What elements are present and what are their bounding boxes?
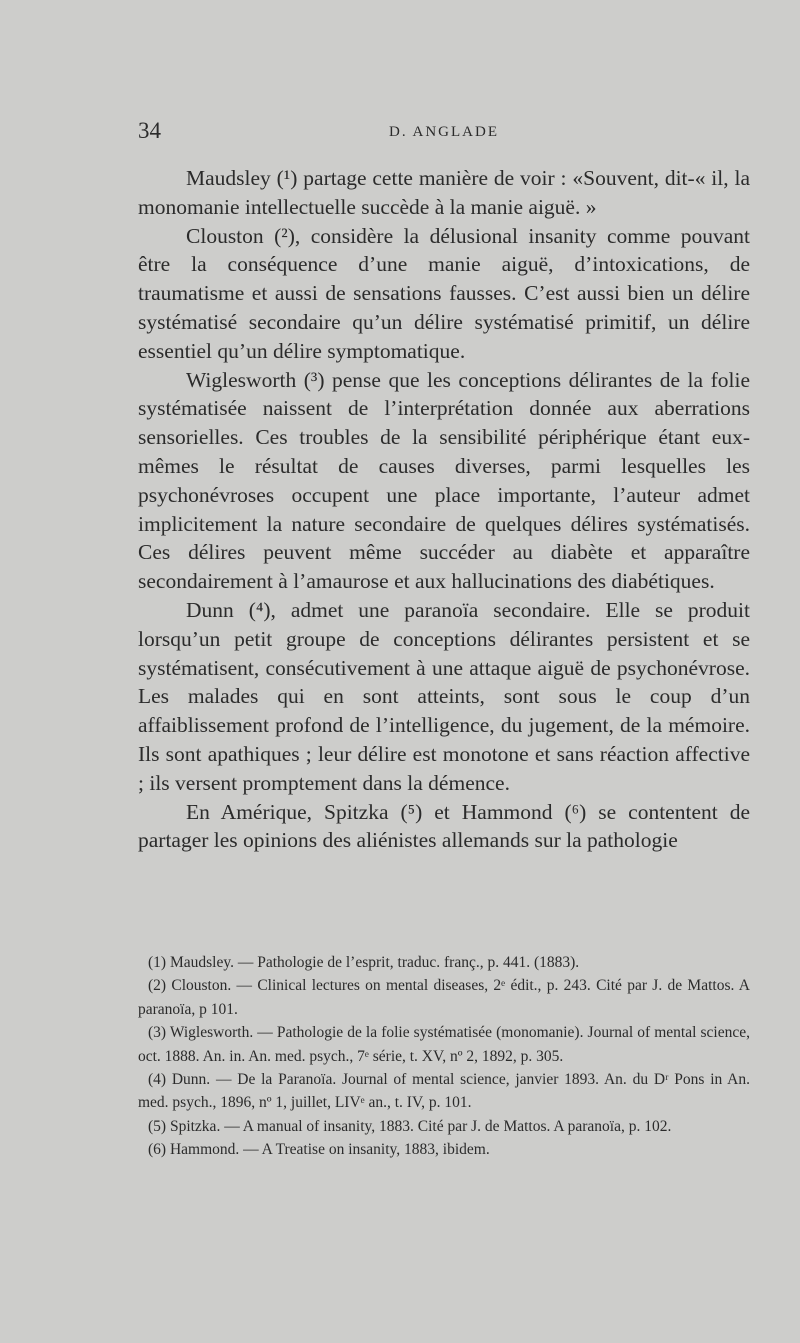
footnote: (1) Maudsley. — Pathologie de l’esprit, traduc. franç., p. 441. (1883). <box>148 954 580 971</box>
paragraph: Wiglesworth (³) pense que les conceptions délirantes de la folie systématisée naissent de l’interprétation donnée aux aberrations sensorielles. Ces troubles de la sensibilité périphérique étant eux-mêmes le résultat de causes diverses, parmi lesquelles les psychonévroses occupent une place importante, l’auteur admet implicitement la nature secondaire de quelques délires systématisés. Ces délires peuvent même succéder au diabète et apparaître secondairement à l’amaurose et aux hallucinations des diabétiques. <box>138 367 750 594</box>
paragraph: Maudsley (¹) partage cette manière de voir : «Souvent, dit-« il, la monomanie intellectuelle succède à la manie aiguë. » <box>138 166 750 219</box>
page-header <box>138 118 750 148</box>
footnote: (6) Hammond. — A Treatise on insanity, 1883, ibidem. <box>148 1141 490 1159</box>
footnotes <box>138 951 750 1162</box>
body-text <box>138 164 750 855</box>
footnote: (2) Clouston. — Clinical lectures on mental diseases, 2ᵉ édit., p. 243. Cité par J. de Mattos. A paranoïa, p 101. <box>138 977 750 1018</box>
footnote: (4) Dunn. — De la Paranoïa. Journal of mental science, janvier 1893. An. du Dʳ Pons in An. med. psych., 1896, nº 1, juillet, LIVᵉ an., t. IV, p. 101. <box>138 1071 750 1112</box>
page-number: 34 <box>138 118 161 143</box>
paragraph: Dunn (⁴), admet une paranoïa secondaire. Elle se produit lorsqu’un petit groupe de conceptions délirantes persistent et se systématisent, consécutivement à une attaque aiguë de psychonévrose. Les malades qui en sont atteints, sont sous le coup d’un affaiblissement profond de l’intelligence, du jugement, de la mémoire. Ils sont apathiques ; leur délire est monotone et sans réaction affective ; ils versent promptement dans la démence. <box>138 597 750 795</box>
footnote: (3) Wiglesworth. — Pathologie de la folie systématisée (monomanie). Journal of mental science, oct. 1888. An. in. An. med. psych., 7ᵉ série, t. XV, nº 2, 1892, p. 305. <box>138 1024 750 1065</box>
paragraph: Clouston (²), considère la délusional insanity comme pouvant être la conséquence d’une manie aiguë, d’intoxications, de traumatisme et aussi de sensations fausses. C’est aussi bien un délire systématisé secondaire qu’un délire systématisé primitif, un délire essentiel qu’un délire symptomatique. <box>138 223 750 363</box>
footnote: (5) Spitzka. — A manual of insanity, 1883. Cité par J. de Mattos. A paranoïa, p. 102. <box>148 1117 672 1135</box>
running-head: D. ANGLADE <box>389 124 499 140</box>
paragraph: En Amérique, Spitzka (⁵) et Hammond (⁶) se contentent de partager les opinions des aliénistes allemands sur la pathologie <box>138 799 750 853</box>
